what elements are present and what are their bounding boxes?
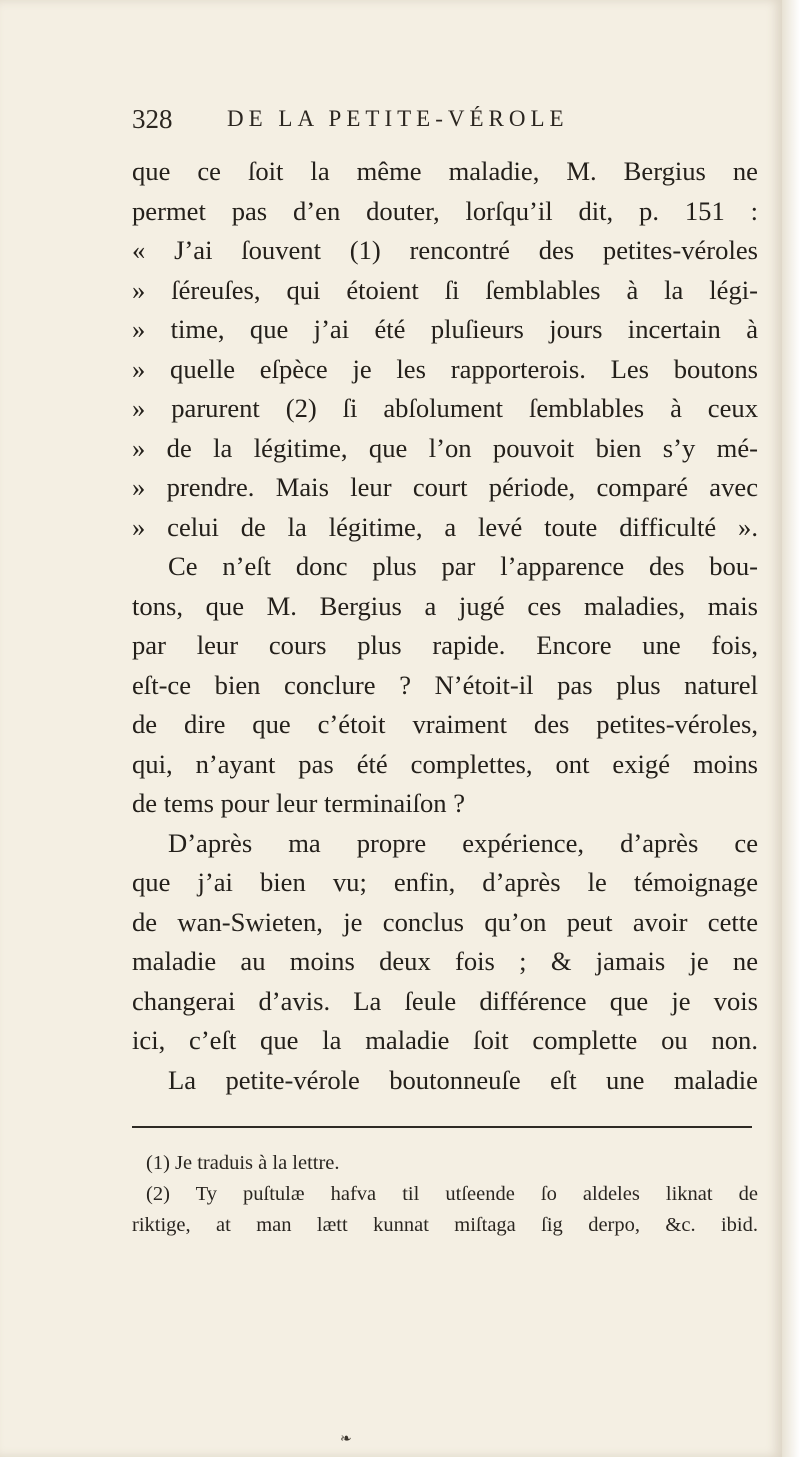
text-line: tons, que M. Bergius a jugé ces maladies, mais bbox=[132, 590, 758, 621]
running-title: DE LA PETITE-VÉROLE bbox=[227, 106, 569, 131]
text-line: » ſéreuſes, qui étoient ſi ſemblables à la légi- bbox=[132, 274, 758, 305]
text-line: La petite-vérole boutonneuſe eſt une maladie bbox=[168, 1064, 758, 1095]
text-line: » de la légitime, que l’on pouvoit bien s’y mé- bbox=[132, 432, 758, 463]
page-edge bbox=[782, 0, 800, 1457]
footnotes bbox=[132, 1148, 758, 1241]
text-line: » time, que j’ai été pluſieurs jours incertain à bbox=[132, 314, 758, 344]
footnote-line: (1) Je traduis à la lettre. bbox=[146, 1152, 340, 1174]
footnote-rule bbox=[132, 1126, 752, 1128]
footnote-line: (2) Ty puſtulæ hafva til utſeende ſo aldeles liknat de bbox=[146, 1183, 758, 1205]
text-line: de tems pour leur terminaiſon ? bbox=[132, 788, 466, 818]
text-line: changerai d’avis. La ſeule différence que je vois bbox=[132, 985, 758, 1016]
text-line: eſt-ce bien conclure ? N’étoit-il pas plus naturel bbox=[132, 669, 758, 700]
page-header bbox=[132, 104, 762, 144]
text-line: » prendre. Mais leur court période, comparé avec bbox=[132, 472, 758, 502]
page-number: 328 bbox=[132, 104, 173, 134]
text-line: » quelle eſpèce je les rapporterois. Les boutons bbox=[132, 353, 758, 384]
text-line: permet pas d’en douter, lorſqu’il dit, p. 151 : bbox=[132, 195, 758, 226]
text-line: D’après ma propre expérience, d’après ce bbox=[168, 827, 758, 858]
footnote-line: riktige, at man lætt kunnat miſtaga ſig derpo, &c. ibid. bbox=[132, 1214, 758, 1236]
text-line: de wan-Swieten, je conclus qu’on peut avoir cette bbox=[132, 906, 758, 937]
text-line: maladie au moins deux fois ; & jamais je ne bbox=[132, 946, 758, 976]
text-line: » celui de la légitime, a levé toute difficulté ». bbox=[132, 511, 758, 542]
text-line: Ce n’eſt donc plus par l’apparence des bou- bbox=[168, 551, 758, 581]
text-line: « J’ai ſouvent (1) rencontré des petites-véroles bbox=[132, 235, 758, 265]
text-line: par leur cours plus rapide. Encore une fois, bbox=[132, 630, 758, 660]
text-line: qui, n’ayant pas été complettes, ont exigé moins bbox=[132, 748, 758, 779]
text-line: » parurent (2) ſi abſolument ſemblables à ceux bbox=[132, 393, 758, 423]
ornament-icon: ❧ bbox=[340, 1431, 352, 1447]
text-line: que j’ai bien vu; enfin, d’après le témoignage bbox=[132, 867, 758, 897]
text-line: de dire que c’étoit vraiment des petites-véroles, bbox=[132, 709, 758, 739]
text-line: que ce ſoit la même maladie, M. Bergius ne bbox=[132, 156, 758, 186]
body-text bbox=[132, 152, 758, 1100]
text-line: ici, c’eſt que la maladie ſoit complette ou non. bbox=[132, 1025, 758, 1055]
